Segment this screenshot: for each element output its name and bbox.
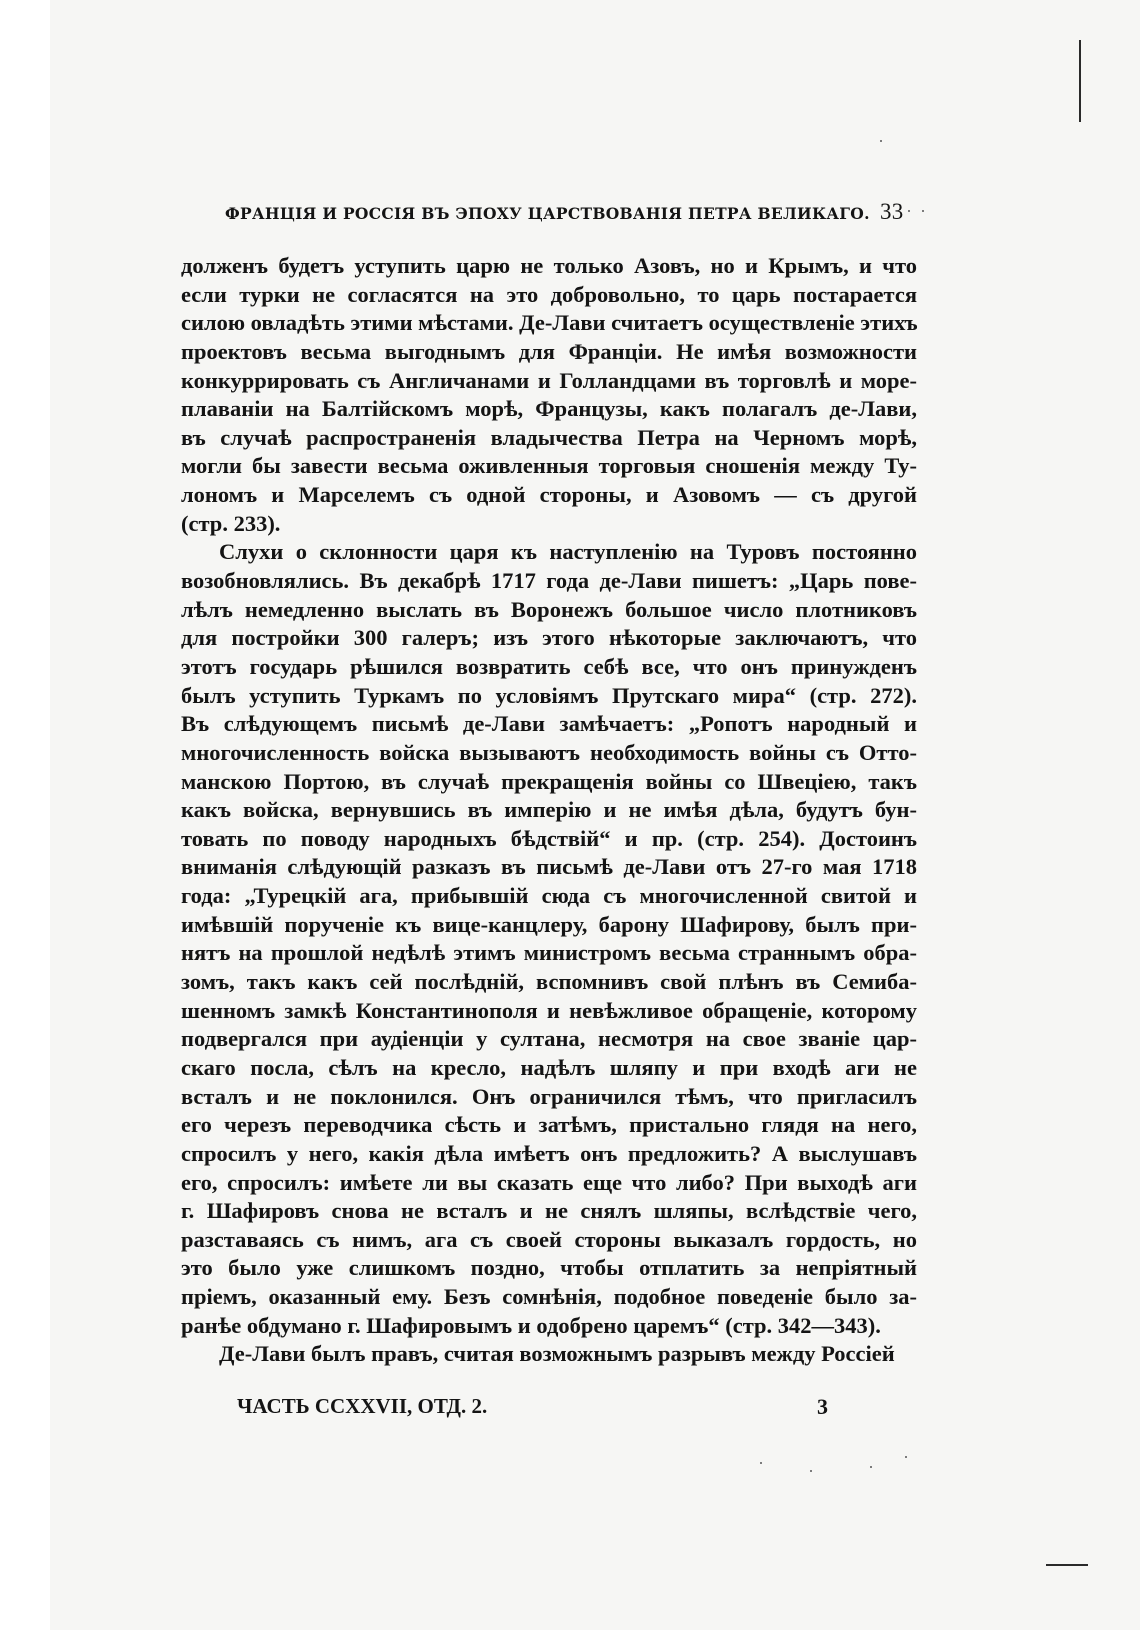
scan-speck xyxy=(880,140,882,142)
text-line: многочисленность войска вызываютъ необходимость войны съ Отто- xyxy=(181,739,917,765)
text-line: плаваніи на Балтійскомъ морѣ, Французы, какъ полагалъ де-Лави, xyxy=(181,396,917,422)
scan-speck xyxy=(922,210,924,212)
text-line: (стр. 233). xyxy=(181,510,281,536)
text-line: года: „Турецкій ага, прибывшій сюда съ многочисленной свитой и xyxy=(181,883,917,909)
text-line: его, спросилъ: имѣете ли вы сказать еще что либо? При выходѣ аги xyxy=(181,1169,917,1195)
text-line: для постройки 300 галеръ; изъ этого нѣкоторые заключаютъ, что xyxy=(181,625,917,651)
scan-edge-rule xyxy=(1079,40,1081,122)
text-line: конкуррировать съ Англичанами и Голландцами въ торговлѣ и море- xyxy=(181,367,917,393)
scan-speck xyxy=(760,1462,762,1464)
signature-mark: 3 xyxy=(817,1394,828,1419)
text-line: какъ войска, вернувшись въ имперію и не имѣя дѣла, будутъ бун- xyxy=(181,797,917,823)
text-line: пріемъ, оказанный ему. Безъ сомнѣнія, подобное поведеніе было за- xyxy=(181,1284,917,1310)
text-line: его черезъ переводчика сѣсть и затѣмъ, пристально глядя на него, xyxy=(181,1112,917,1138)
text-line: манскою Портою, въ случаѣ прекращенія войны со Швеціею, такъ xyxy=(181,768,917,794)
text-line: силою овладѣть этими мѣстами. Де-Лави считаетъ осуществленіе этихъ xyxy=(181,310,918,336)
signature-footer xyxy=(237,1394,837,1424)
text-line: всталъ и не поклонился. Онъ ограничился тѣмъ, что пригласилъ xyxy=(181,1083,917,1109)
text-line: вниманія слѣдующій разказъ въ письмѣ де-Лави отъ 27-го мая 1718 xyxy=(181,854,917,880)
text-line: это было уже слишкомъ поздно, чтобы отплатить за непріятный xyxy=(181,1255,917,1281)
text-line: лономъ и Марселемъ съ одной стороны, и Азовомъ — съ другой xyxy=(181,482,917,508)
page-number: 33 xyxy=(880,199,904,224)
text-line: этотъ государь рѣшился возвратить себѣ все, что онъ принужденъ xyxy=(181,653,917,679)
text-line: товать по поводу народныхъ бѣдствій“ и пр. (стр. 254). Достоинъ xyxy=(181,825,917,851)
running-header xyxy=(225,199,945,234)
text-line: Де-Лави былъ правъ, считая возможнымъ разрывъ между Россіей xyxy=(219,1341,895,1367)
text-line: лѣлъ немедленно выслать въ Воронежъ большое число плотниковъ xyxy=(181,596,917,622)
text-line: спросилъ у него, какія дѣла имѣетъ онъ предложить? А выслушавъ xyxy=(181,1140,917,1166)
scan-speck xyxy=(870,1466,872,1468)
text-line: подвергался при аудіенціи у султана, несмотря на свое званіе цар- xyxy=(181,1026,917,1052)
scan-speck xyxy=(810,1470,812,1472)
text-line: скаго посла, сѣлъ на кресло, надѣлъ шляпу и при входѣ аги не xyxy=(181,1054,917,1080)
text-line: въ случаѣ распространенія владычества Петра на Черномъ морѣ, xyxy=(181,424,917,450)
text-line: былъ уступить Туркамъ по условіямъ Прутскаго мира“ (стр. 272). xyxy=(181,682,917,708)
text-line: возобновлялись. Въ декабрѣ 1717 года де-Лави пишетъ: „Царь пове- xyxy=(181,568,917,594)
text-line: Въ слѣдующемъ письмѣ де-Лави замѣчаетъ: „Ропотъ народный и xyxy=(181,711,917,737)
scan-speck xyxy=(908,210,910,212)
text-line: проектовъ весьма выгоднымъ для Франціи. Не имѣя возможности xyxy=(181,338,917,364)
text-line: шенномъ замкѣ Константинополя и невѣжливое обращеніе, которому xyxy=(181,997,917,1023)
text-line: имѣвшій порученіе къ вице-канцлеру, барону Шафирову, былъ при- xyxy=(181,911,917,937)
text-line: могли бы завести весьма оживленныя торговыя сношенія между Ту- xyxy=(181,453,917,479)
text-line: ранѣе обдумано г. Шафировымъ и одобрено царемъ“ (стр. 342—343). xyxy=(181,1312,881,1338)
body-text xyxy=(181,252,917,1369)
text-line: зомъ, такъ какъ сей послѣдній, вспомнивъ свой плѣнъ въ Семиба- xyxy=(181,969,917,995)
text-line: Слухи о склонности царя къ наступленію на Туровъ постоянно xyxy=(219,539,917,565)
scan-speck xyxy=(905,1456,907,1458)
part-label: ЧАСТЬ CCXXVII, ОТД. 2. xyxy=(237,1394,488,1418)
text-line: если турки не согласятся на это добровольно, то царь постарается xyxy=(181,281,917,307)
text-line: долженъ будетъ уступить царю не только Азовъ, но и Крымъ, и что xyxy=(181,253,917,278)
text-line: разставаясь съ нимъ, ага съ своей стороны выказалъ гордость, но xyxy=(181,1226,917,1252)
scan-edge-dash xyxy=(1046,1564,1088,1566)
running-title: ФРАНЦІЯ И РОССІЯ ВЪ ЭПОХУ ЦАРСТВОВАНІЯ ПЕТРА ВЕЛИКАГО. xyxy=(225,204,870,223)
text-line: нятъ на прошлой недѣлѣ этимъ министромъ весьма страннымъ обра- xyxy=(181,940,917,966)
text-line: г. Шафировъ снова не всталъ и не снялъ шляпы, вслѣдствіе чего, xyxy=(181,1198,917,1224)
